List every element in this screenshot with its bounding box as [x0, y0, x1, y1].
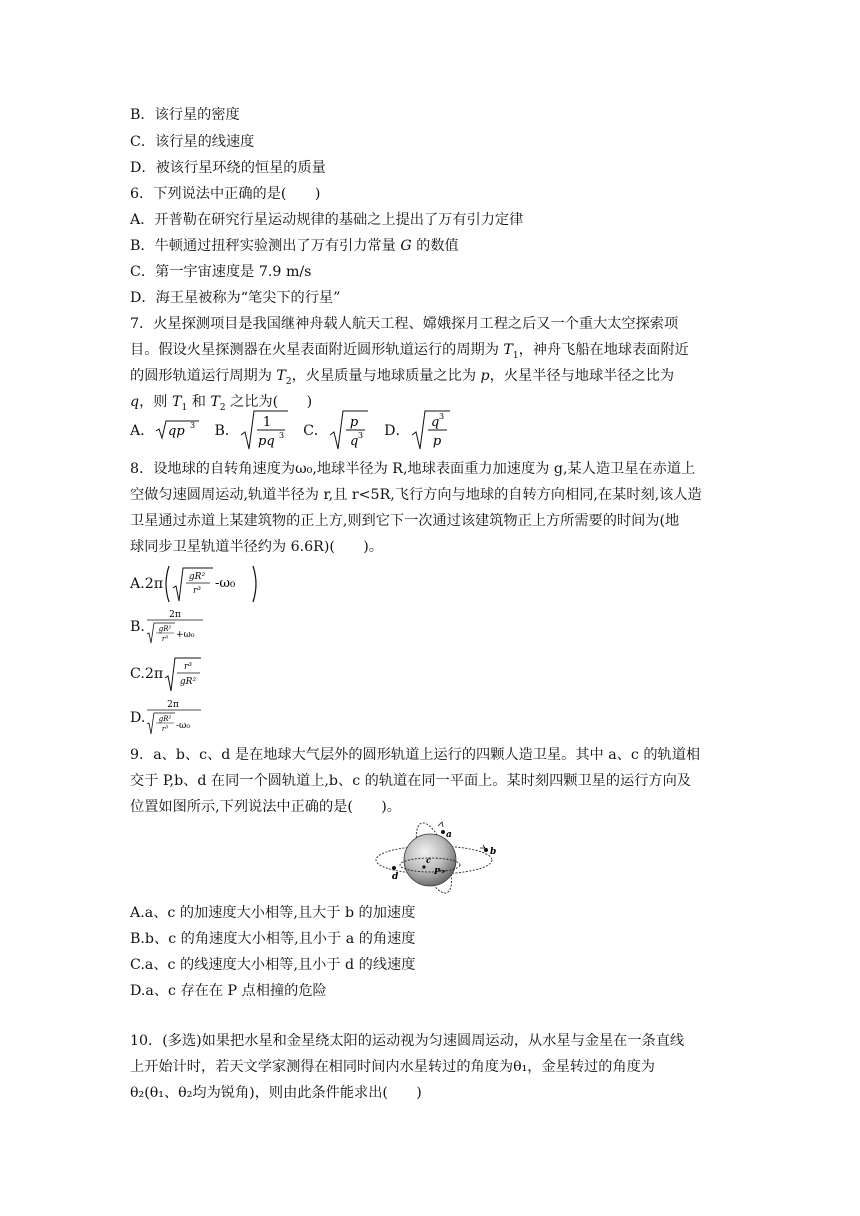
q9-line-1: 9．a、b、c、d 是在地球大气层外的圆形轨道上运行的四颗人造卫星。其中 a、c 的轨道相: [130, 747, 701, 763]
q7-option-c: C． p q 3: [303, 409, 370, 451]
q6-stem: 6．下列说法中正确的是( ): [130, 186, 321, 202]
svg-text:gR²: gR²: [189, 572, 206, 582]
svg-text:c: c: [426, 855, 431, 865]
satellite-orbit-diagram: [372, 818, 502, 896]
svg-text:a: a: [446, 830, 452, 840]
q5-option-b: B．该行星的密度: [130, 107, 240, 123]
q8-d-formula: [145, 698, 205, 738]
svg-text:r³: r³: [184, 662, 193, 672]
sqrt-symbol-icon: [328, 409, 370, 451]
svg-text:p: p: [432, 434, 441, 449]
svg-text:3: 3: [358, 431, 364, 440]
q10-line-3: θ₂(θ₁、θ₂均为锐角)，则由此条件能求出( ): [130, 1085, 422, 1101]
svg-text:r³: r³: [161, 635, 169, 643]
svg-text:gR²: gR²: [158, 625, 172, 633]
arrow-b-icon: [480, 845, 485, 848]
satellite-d: [392, 866, 396, 870]
svg-text:+ω₀: +ω₀: [175, 630, 195, 640]
q5-option-c: C．该行星的线速度: [130, 134, 255, 150]
svg-text:-ω₀: -ω₀: [176, 721, 191, 731]
satellite-c: [422, 865, 425, 868]
q8-c-formula: [163, 654, 203, 694]
sqrt-symbol-icon: [239, 409, 289, 451]
svg-text:-ω₀: -ω₀: [215, 576, 236, 591]
q10-line-1: 10．(多选)如果把水星和金星绕太阳的运动视为匀速圆周运动，从水星与金星在一条直线: [130, 1033, 685, 1049]
satellite-b: [484, 848, 488, 852]
q7-option-a: A． qp 3: [130, 419, 200, 441]
svg-text:3: 3: [438, 412, 444, 421]
svg-text:P: P: [434, 866, 441, 876]
svg-text:3: 3: [279, 431, 285, 440]
svg-text:p: p: [349, 415, 359, 430]
q10-line-2: 上开始计时，若天文学家测得在相同时间内水星转过的角度为θ₁，金星转过的角度为: [130, 1059, 655, 1075]
q8-line-1: 8．设地球的自转角速度为ω₀,地球半径为 R,地球表面重力加速度为 g,某人造卫星在赤道上: [130, 461, 696, 477]
q6-option-b: B．牛顿通过扭秤实验测出了万有引力常量 G 的数值: [130, 238, 459, 254]
q7-a-radicand: qp: [168, 424, 186, 439]
q7-line-3: 的圆形轨道运行周期为 $T_2$，火星质量与地球质量之比为 p，火星半径与地球半径之比为: [130, 368, 675, 387]
q9-option-a: A.a、c 的加速度大小相等,且大于 b 的加速度: [130, 905, 416, 921]
q8-line-4: 球同步卫星轨道半径约为 6.6R)( )。: [130, 539, 383, 555]
q7-line-1: 7．火星探测项目是我国继神舟载人航天工程、嫦娥探月工程之后又一个重大太空探索项: [130, 316, 679, 332]
svg-text:b: b: [490, 847, 497, 857]
svg-text:2π: 2π: [169, 610, 181, 620]
q9-line-2: 交于 P,b、d 在同一个圆轨道上,b、c 的轨道在同一平面上。某时刻四颗卫星的运行方向及: [130, 773, 691, 789]
satellite-a: [441, 830, 445, 834]
q7-line-4: q，则 $T_1$ 和 $T_2$ 之比为( ): [130, 394, 313, 413]
svg-text:gR²: gR²: [180, 677, 197, 687]
q6-option-d: D．海王星被称为“笔尖下的行星”: [130, 290, 341, 306]
q6-option-c: C．第一宇宙速度是 7.9 m/s: [130, 264, 312, 280]
q8-option-d: D. 2π gR² r³ -ω₀: [130, 698, 205, 738]
svg-text:2π: 2π: [167, 700, 180, 710]
q8-option-c: C.2π r³ gR²: [130, 654, 203, 694]
q7-option-b: B． 1 pq 3: [214, 409, 289, 451]
q7-option-d: D． q 3 p: [384, 409, 452, 451]
q8-option-a: A.2π gR² r³ -ω₀: [130, 564, 263, 604]
q6-option-a: A．开普勒在研究行星运动规律的基础之上提出了万有引力定律: [130, 212, 524, 228]
svg-text:r³: r³: [162, 725, 169, 733]
svg-text:gR²: gR²: [159, 715, 172, 723]
sqrt-symbol-icon: [154, 419, 200, 441]
q9-option-c: C.a、c 的线速度大小相等,且小于 d 的线速度: [130, 957, 416, 973]
q8-line-2: 空做匀速圆周运动,轨道半径为 r,且 r<5R,飞行方向与地球的自转方向相同,在某时刻,该人造: [130, 487, 702, 503]
q7-line-2: 目。假设火星探测器在火星表面附近圆形轨道运行的周期为 $T_1$，神舟飞船在地球表面附近: [130, 342, 689, 361]
q9-option-d: D.a、c 存在在 P 点相撞的危险: [130, 983, 327, 999]
q7-options: [130, 408, 466, 452]
q8-a-formula: [163, 564, 263, 604]
q8-b-formula: [145, 608, 205, 646]
svg-text:r³: r³: [193, 586, 202, 596]
q9-option-b: B.b、c 的角速度大小相等,且小于 a 的角速度: [130, 931, 416, 947]
arrow-a-icon: [438, 822, 443, 827]
svg-text:d: d: [392, 872, 399, 882]
sqrt-symbol-icon: [410, 409, 452, 451]
svg-text:q: q: [430, 415, 440, 430]
q5-option-d: D．被该行星环绕的恒星的质量: [130, 160, 326, 176]
svg-text:3: 3: [190, 421, 196, 430]
q8-line-3: 卫星通过赤道上某建筑物的正上方,则到它下一次通过该建筑物正上方所需要的时间为(地: [130, 513, 680, 529]
q7-b-denominator: pq: [258, 434, 275, 449]
svg-text:q: q: [350, 434, 359, 449]
svg-text:1: 1: [262, 415, 272, 430]
q8-option-b: B. 2π gR² r³ +ω₀: [130, 608, 205, 646]
q9-line-3: 位置如图所示,下列说法中正确的是( )。: [130, 799, 401, 815]
